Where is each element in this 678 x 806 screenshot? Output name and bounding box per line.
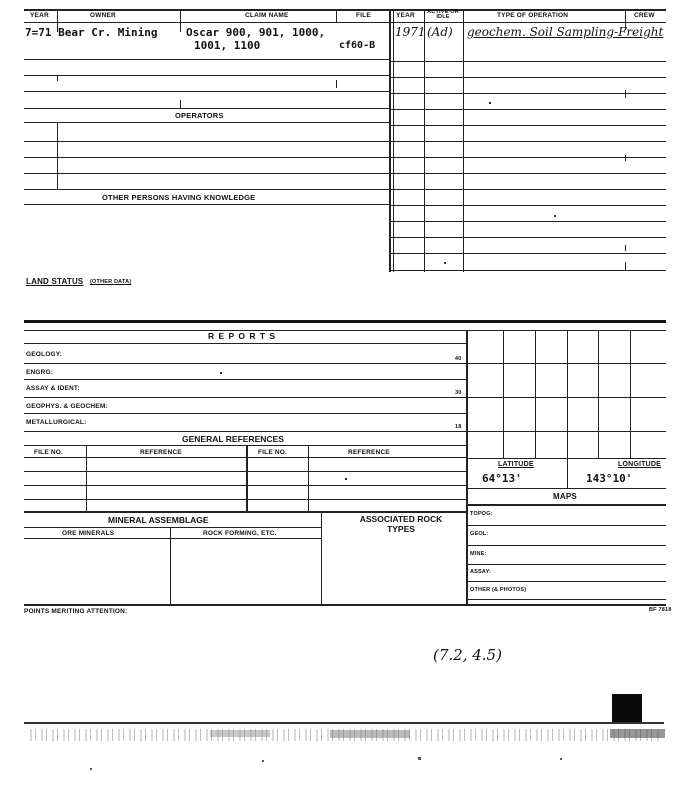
header-owner: OWNER — [90, 12, 116, 19]
maps-topog: TOPOG: — [470, 511, 493, 517]
maps-assay: ASSAY: — [470, 569, 492, 575]
op-active-handwritten: (Ad) — [427, 25, 453, 39]
associated-rock-types: ASSOCIATED ROCK TYPES — [359, 514, 443, 534]
header-crew: CREW — [634, 12, 655, 19]
owner-entry: 7=71 Bear Cr. Mining — [25, 26, 158, 39]
report-metallurgical-num: 18 — [455, 424, 462, 430]
land-status-label: LAND STATUS — [26, 277, 84, 286]
rock-forming-header: ROCK FORMING, ETC. — [203, 530, 277, 537]
latitude-value: 64°13' — [482, 472, 522, 485]
op-year-handwritten: 1971 — [395, 25, 426, 39]
operators-label: OPERATORS — [175, 111, 224, 120]
claim-name-line-2: 1001, 1100 — [194, 39, 261, 52]
header-claim-name: CLAIM NAME — [245, 12, 289, 19]
handwritten-coordinates: (7.2, 4.5) — [433, 646, 502, 664]
claim-name-line-1: Oscar 900, 901, 1000, — [186, 26, 326, 39]
header-year: YEAR — [30, 12, 49, 19]
report-engrg: ENGRG: — [26, 369, 54, 376]
land-status-sub: (OTHER DATA) — [90, 279, 132, 285]
ore-minerals-header: ORE MINERALS — [62, 530, 115, 537]
general-references-title: GENERAL REFERENCES — [182, 434, 284, 444]
header-file: FILE — [356, 12, 371, 19]
report-geology-num: 40 — [455, 356, 462, 362]
reports-title: R E P O R T S — [208, 331, 277, 341]
report-geology: GEOLOGY: — [26, 351, 63, 358]
ref-col-file-no-2: FILE NO. — [258, 449, 288, 456]
mineral-assemblage-title: MINERAL ASSEMBLAGE — [108, 515, 209, 525]
ref-col-reference-1: REFERENCE — [140, 449, 182, 456]
longitude-value: 143°10' — [586, 472, 633, 485]
form-number: BF 7818 — [649, 607, 672, 613]
header-year-2: YEAR — [396, 12, 415, 19]
header-type-of-operation: TYPE OF OPERATION — [497, 12, 569, 19]
report-geophys: GEOPHYS. & GEOCHEM: — [26, 403, 108, 410]
latitude-label: LATITUDE — [498, 461, 534, 468]
report-assay: ASSAY & IDENT: — [26, 385, 80, 392]
op-type-handwritten: geochem. Soil Sampling-Freight — [467, 25, 664, 39]
maps-geol: GEOL: — [470, 531, 489, 537]
maps-other: OTHER (& PHOTOS) — [470, 587, 527, 593]
points-meriting-attention: POINTS MERITING ATTENTION: — [24, 608, 128, 615]
ref-col-file-no-1: FILE NO. — [34, 449, 64, 456]
file-entry: cf60-B — [339, 40, 376, 51]
maps-title: MAPS — [553, 492, 577, 501]
report-assay-num: 30 — [455, 390, 462, 396]
maps-mine: MINE: — [470, 551, 487, 557]
header-active-or-idle: ACTIVE OR IDLE — [427, 9, 459, 20]
ref-col-reference-2: REFERENCE — [348, 449, 390, 456]
longitude-label: LONGITUDE — [618, 461, 662, 468]
report-metallurgical: METALLURGICAL: — [26, 419, 87, 426]
other-persons-label: OTHER PERSONS HAVING KNOWLEDGE — [102, 193, 256, 202]
